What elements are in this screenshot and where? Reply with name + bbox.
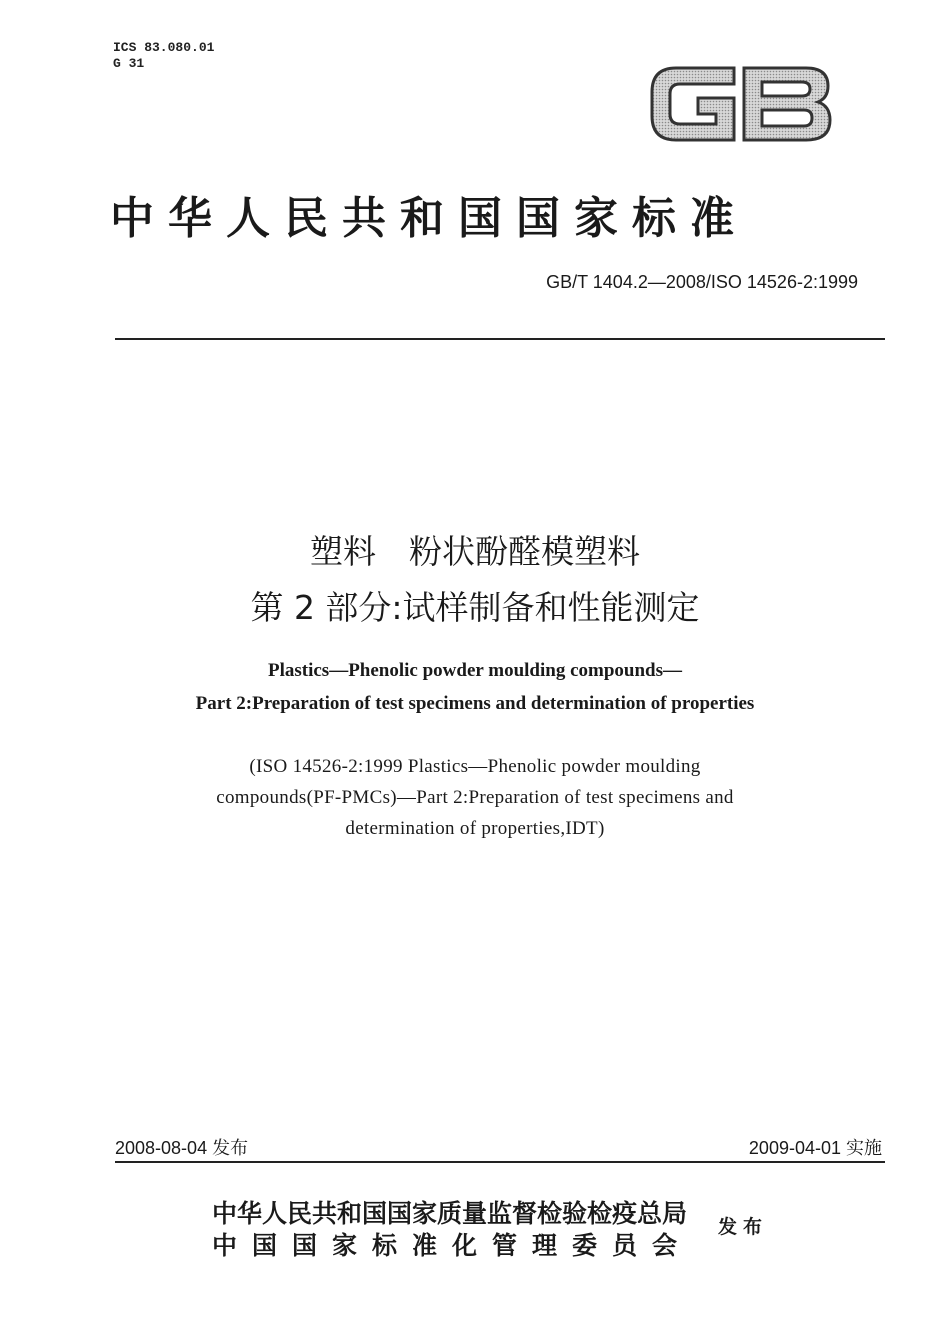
implementation-date: 2009-04-01 实施	[748, 1138, 882, 1158]
iso-reference-line1: (ISO 14526-2:1999 Plastics—Phenolic powder moulding	[249, 756, 701, 777]
classification-codes	[113, 40, 214, 72]
title-en-line2: Part 2:Preparation of test specimens and determination of properties	[195, 693, 755, 714]
publish-label: 发布	[718, 1216, 769, 1238]
standard-number: GB/T 1404.2—2008/ISO 14526-2:1999	[546, 272, 858, 292]
national-standard-title: 中华人民共和国国家标准	[110, 193, 748, 244]
ics-code: ICS 83.080.01	[113, 40, 215, 55]
issuer-line1: 中华人民共和国国家质量监督检验检疫总局	[212, 1199, 688, 1228]
top-divider	[115, 338, 885, 340]
bottom-divider	[115, 1161, 885, 1163]
issuer-line2: 中国国家标准化管理委员会	[212, 1231, 693, 1260]
title-zh-line1: 塑料 粉状酚醛模塑料	[310, 532, 640, 571]
gb-logo-text: GB	[646, 58, 648, 59]
title-en-line1: Plastics—Phenolic powder moulding compounds—	[267, 660, 682, 681]
title-zh-line2: 第 2 部分:试样制备和性能测定	[250, 588, 700, 627]
iso-reference-line3: determination of properties,IDT)	[345, 818, 605, 839]
issue-date: 2008-08-04 发布	[115, 1138, 249, 1158]
ccs-code: G 31	[113, 56, 145, 71]
gb-logo	[646, 58, 834, 150]
iso-reference-line2: compounds(PF-PMCs)—Part 2:Preparation of test specimens and	[216, 787, 734, 808]
